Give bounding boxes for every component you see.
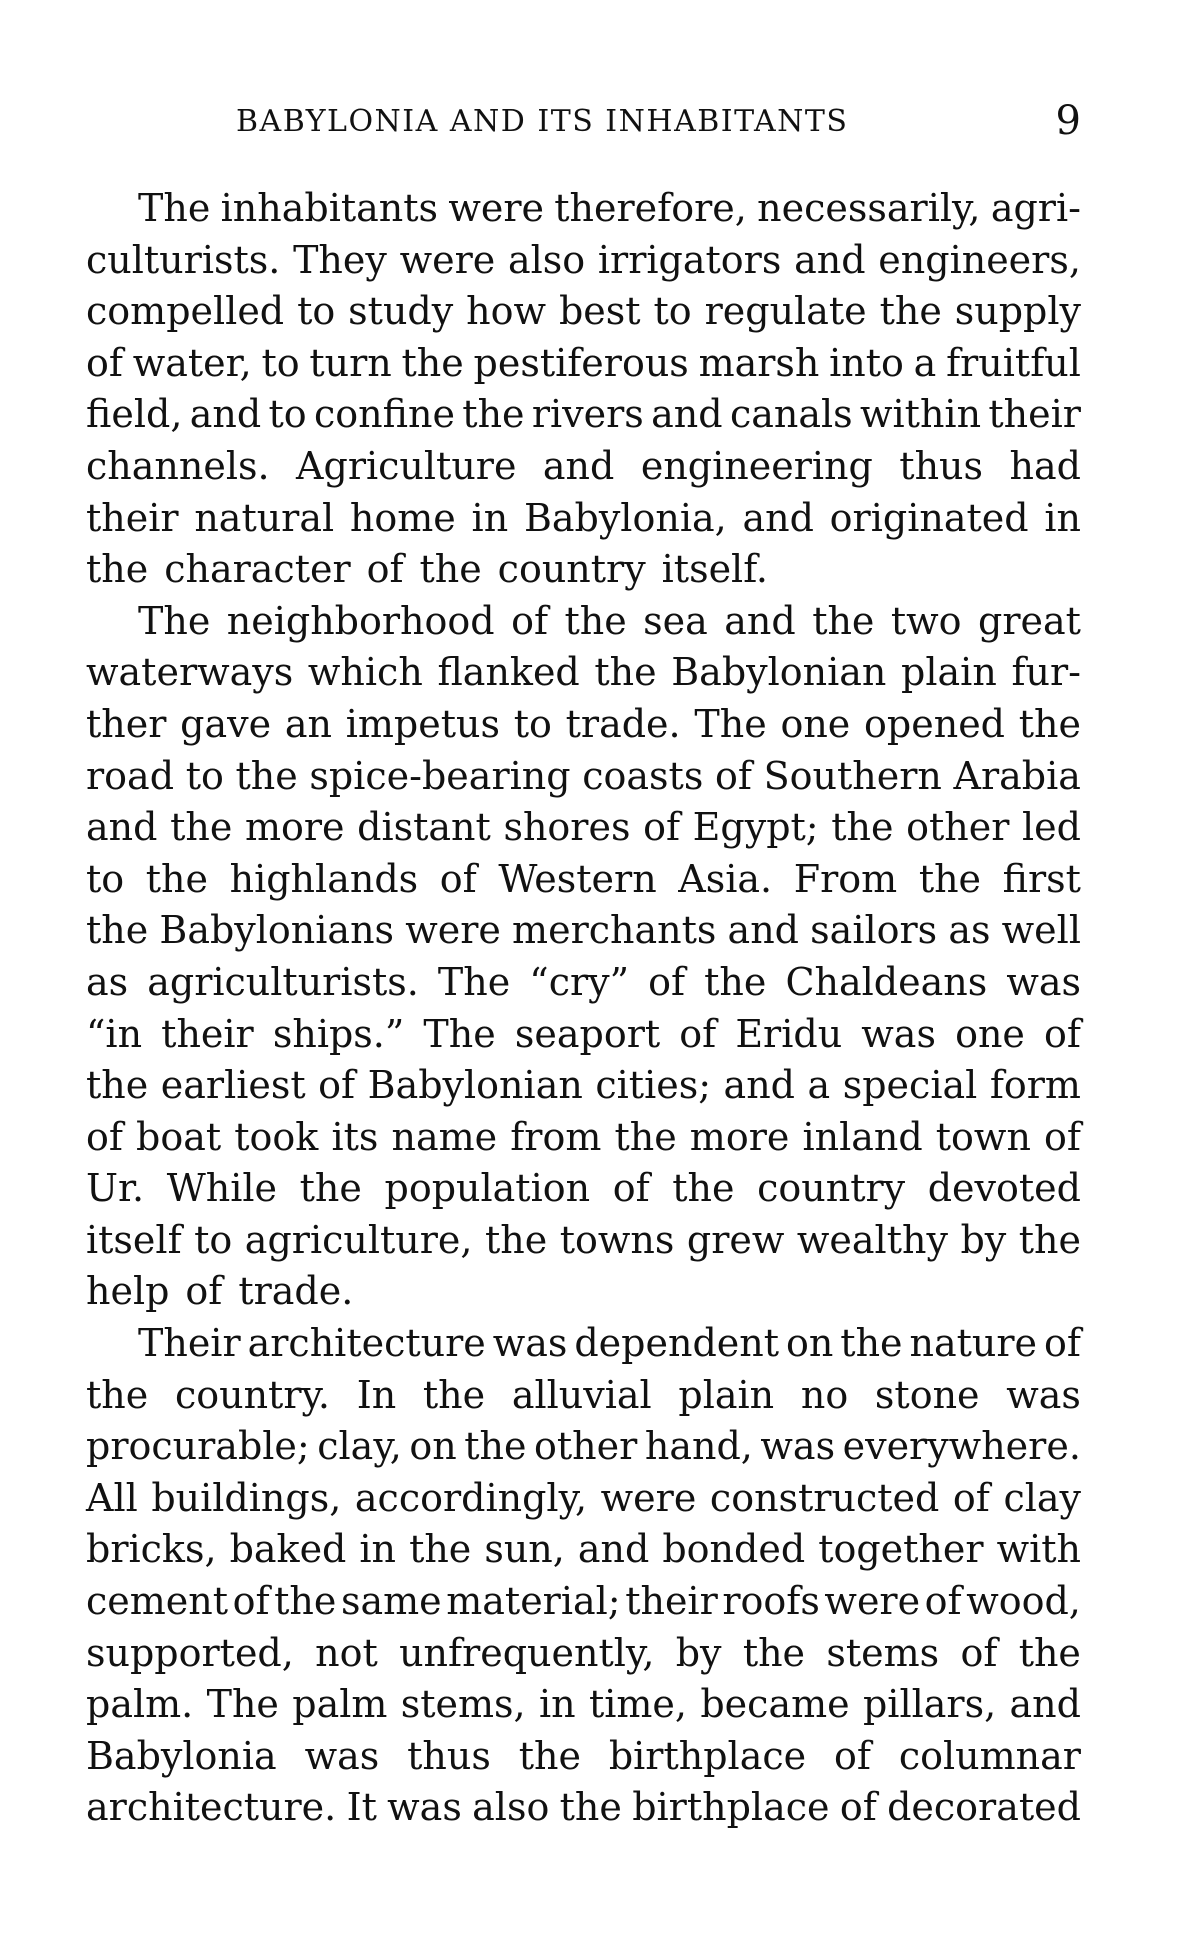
text-line: of boat took its name from the more inland town of (86, 1114, 1081, 1159)
text-line: Babylonia was thus the birthplace of columnar (86, 1733, 1081, 1778)
running-head (86, 98, 1081, 148)
text-line: “in their ships.” The seaport of Eridu was one of (86, 1011, 1081, 1056)
text-line: help of trade. (86, 1269, 354, 1314)
text-line: field, and to confine the rivers and canals within their (86, 392, 1081, 437)
text-line: road to the spice-bearing coasts of Southern Arabia (86, 753, 1081, 798)
text-line: ther gave an impetus to trade. The one opened the (86, 701, 1081, 746)
paragraph (86, 1318, 1081, 1834)
text-line: the character of the country itself. (86, 547, 768, 592)
paragraph (86, 183, 1081, 596)
text-line: of water, to turn the pestiferous marsh into a fruitful (86, 340, 1081, 385)
text-line: All buildings, accordingly, were constructed of clay (86, 1475, 1081, 1520)
text-line: Their architecture was dependent on the nature of (138, 1321, 1081, 1366)
text-line: cement of the same material; their roofs were of wood, (86, 1579, 1081, 1624)
text-line: waterways which flanked the Babylonian plain fur- (86, 650, 1081, 695)
text-line: the earliest of Babylonian cities; and a special form (86, 1063, 1081, 1108)
text-line: to the highlands of Western Asia. From the first (86, 856, 1081, 901)
text-line: itself to agriculture, the towns grew wealthy by the (86, 1217, 1081, 1262)
text-line: The neighborhood of the sea and the two great (138, 598, 1081, 643)
text-line: architecture. It was also the birthplace of decorated (86, 1785, 1081, 1830)
text-line: and the more distant shores of Egypt; the other led (86, 805, 1081, 850)
text-line: the Babylonians were merchants and sailors as well (86, 908, 1081, 953)
text-line: palm. The palm stems, in time, became pillars, and (86, 1682, 1081, 1727)
text-line: Ur. While the population of the country devoted (86, 1166, 1081, 1211)
page-number: 9 (1055, 98, 1081, 144)
running-title: BABYLONIA AND ITS INHABITANTS (236, 104, 849, 139)
text-line: supported, not unfrequently, by the stems of the (86, 1630, 1081, 1675)
text-line: the country. In the alluvial plain no stone was (86, 1372, 1081, 1417)
text-line: procurable; clay, on the other hand, was everywhere. (86, 1424, 1081, 1469)
text-line: channels. Agriculture and engineering thus had (86, 443, 1081, 488)
text-line: culturists. They were also irrigators and engineers, (86, 237, 1081, 282)
paragraph (86, 596, 1081, 1318)
body-text (86, 183, 1081, 1834)
text-line: bricks, baked in the sun, and bonded together with (86, 1527, 1081, 1572)
text-line: compelled to study how best to regulate the supply (86, 289, 1081, 334)
text-line: as agriculturists. The “cry” of the Chaldeans was (86, 959, 1081, 1004)
text-line: The inhabitants were therefore, necessarily, agri- (138, 186, 1081, 230)
text-line: their natural home in Babylonia, and originated in (86, 495, 1081, 540)
